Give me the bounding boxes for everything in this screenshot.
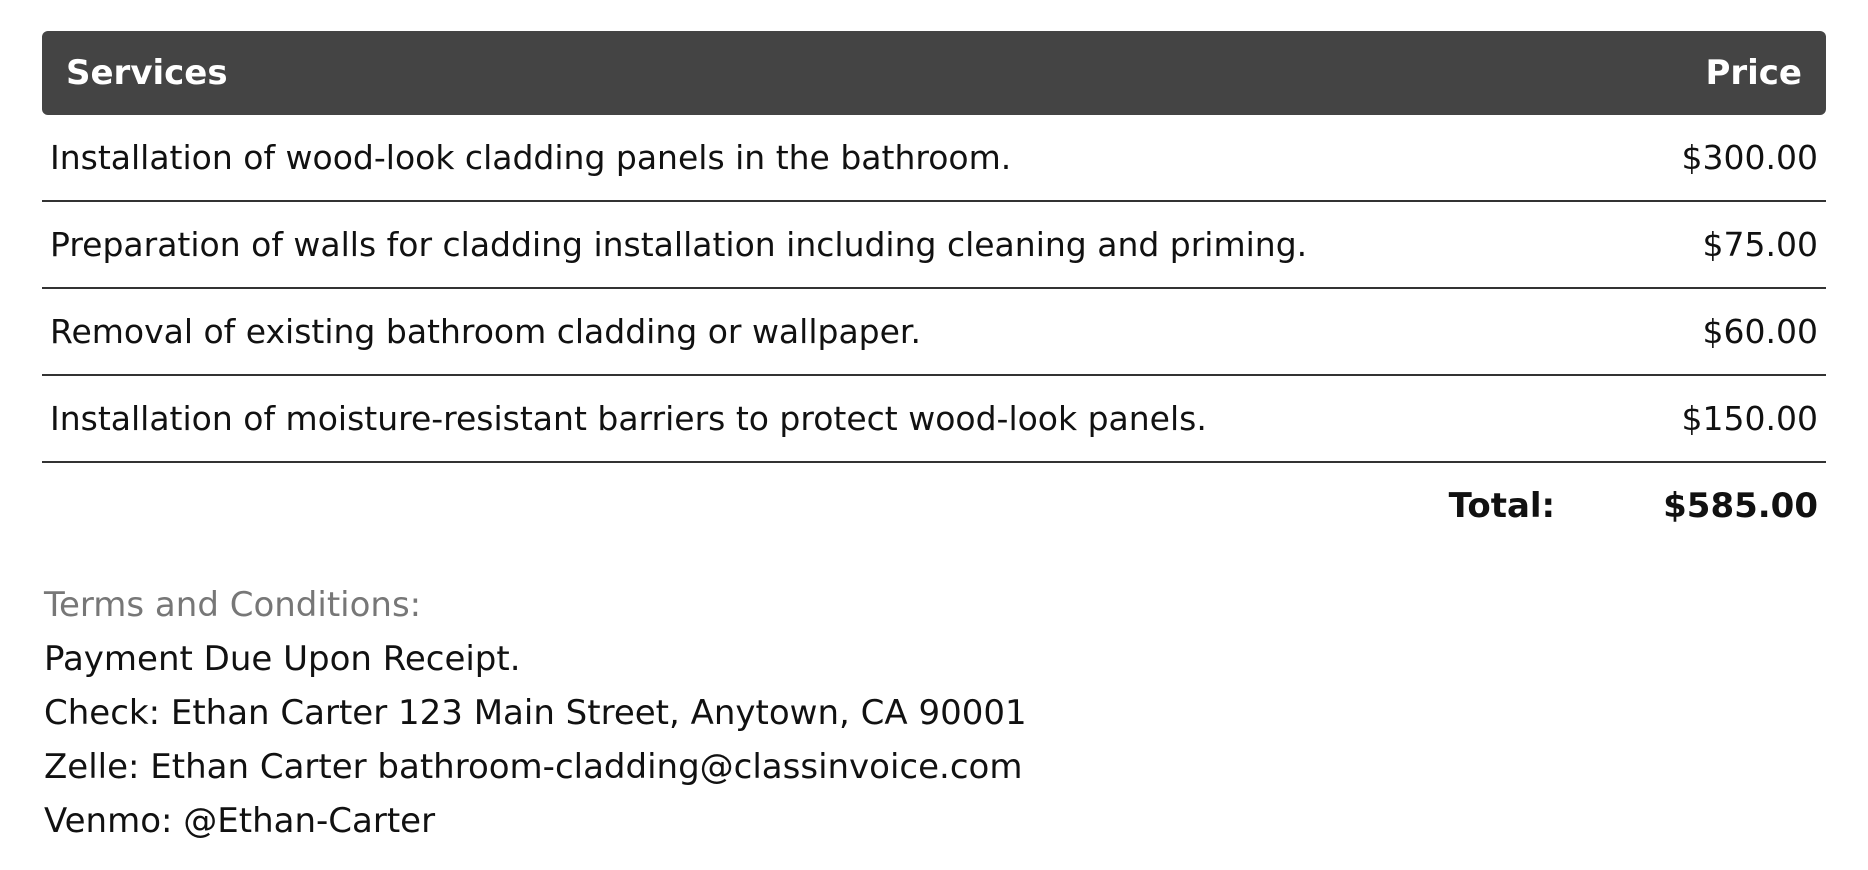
service-price: $150.00 [1681,399,1818,438]
service-price: $300.00 [1681,138,1818,177]
services-header: Services [66,53,228,93]
table-row [42,376,1826,463]
table-row [42,289,1826,376]
terms-line-venmo: Venmo: @Ethan-Carter [44,801,436,841]
total-label: Total: [1448,486,1556,526]
table-row [42,202,1826,289]
terms-section [44,578,1027,848]
service-price: $75.00 [1702,225,1818,264]
table-row [42,115,1826,202]
terms-line-payment-due: Payment Due Upon Receipt. [44,639,521,679]
service-description: Preparation of walls for cladding installation including cleaning and priming. [50,225,1308,264]
services-table [42,31,1826,549]
terms-line-zelle: Zelle: Ethan Carter bathroom-cladding@classinvoice.com [44,747,1023,787]
terms-title: Terms and Conditions: [44,585,422,625]
price-header: Price [1705,53,1802,93]
terms-line-check: Check: Ethan Carter 123 Main Street, Anytown, CA 90001 [44,693,1027,733]
table-header [42,31,1826,115]
total-row [42,463,1826,549]
service-description: Installation of wood-look cladding panels in the bathroom. [50,138,1012,177]
total-value: $585.00 [1663,486,1818,526]
service-description: Installation of moisture-resistant barriers to protect wood-look panels. [50,399,1207,438]
service-description: Removal of existing bathroom cladding or wallpaper. [50,312,921,351]
service-price: $60.00 [1702,312,1818,351]
